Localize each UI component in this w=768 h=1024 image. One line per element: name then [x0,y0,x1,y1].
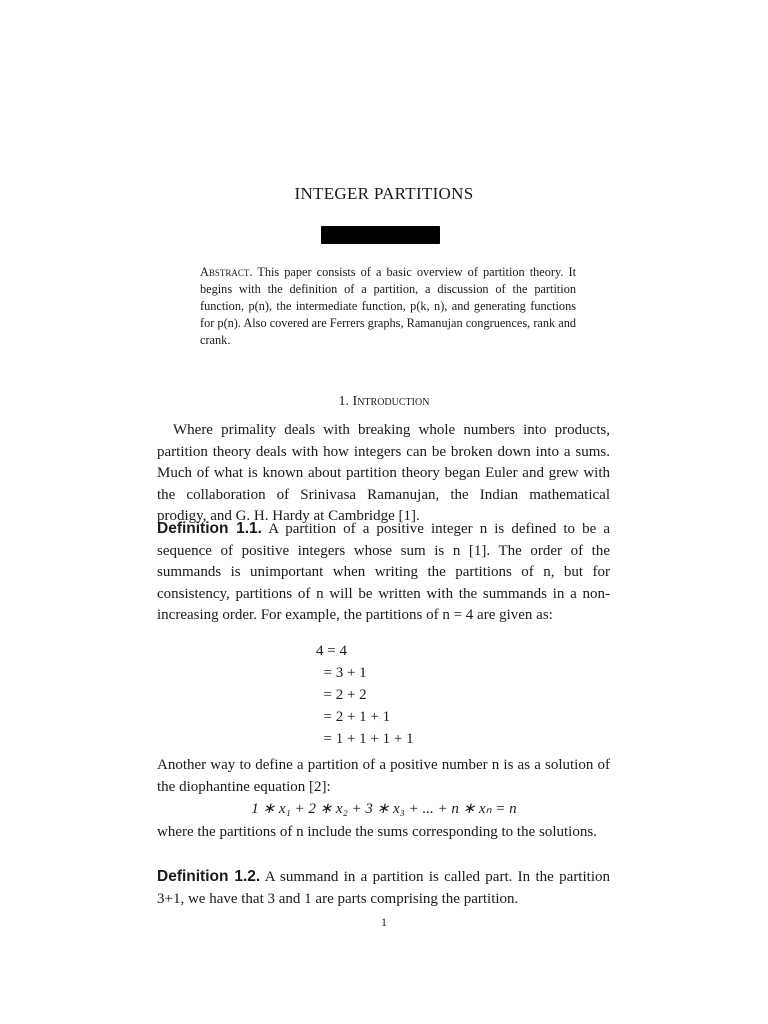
solutions-paragraph: where the partitions of n include the sums corresponding to the solutions. [157,824,597,840]
page-number: 1 [381,915,387,929]
definition-1-1 [157,518,610,627]
definition-1-1-text: A partition of a positive integer n is defined to be a sequence of positive integers whose sum is n [1]. The order of the summands is unimportant when writing the partitions of n, but for consistency, partitions of n will be written with the summands in a non-increasing order. For example, the partitions of n = 4 are given as: [157,521,610,623]
section-number: 1. [338,394,350,409]
abstract-text: This paper consists of a basic overview of partition theory. It begins with the definition of a partition, a discussion of the partition function, p(n), the intermediate function, p(k, n), and generating functions for p(n). Also covered are Ferrers graphs, Ramanujan congruences, rank and crank. [200,265,576,347]
diophantine-equation: 1 ∗ x₁ + 2 ∗ x₂ + 3 ∗ x₃ + ... + n ∗ xₙ = n [251,801,517,817]
definition-1-2 [157,866,610,910]
definition-1-1-head: Definition 1.1. [157,520,262,537]
section-heading [0,394,768,410]
abstract [200,264,576,349]
definition-1-2-head: Definition 1.2. [157,868,261,885]
equation-line: 4 = 4 [316,643,347,659]
equation-line: = 1 + 1 + 1 + 1 [316,731,414,747]
intro-paragraph: Where primality deals with breaking whole numbers into products, partition theory deals with how integers can be broken down into a sums. Much of what is known about partition theory began Euler and grew with the collaboration of Srinivasa Ramanujan, the Indian mathematical prodigy, and G. H. Hardy at Cambridge [1]. [157,422,610,524]
definition-1-2-text: A summand in a partition is called part. In the partition 3+1, we have that 3 and 1 are parts comprising the partition. [157,869,610,907]
paper-title: INTEGER PARTITIONS [294,184,474,203]
abstract-label: Abstract. [200,265,253,279]
partitions-of-4-equations [316,640,414,750]
equation-line: = 2 + 1 + 1 [316,709,391,725]
equation-line: = 2 + 2 [316,687,367,703]
equation-line: = 3 + 1 [316,665,367,681]
redacted-author-block [321,226,440,244]
section-title: Introduction [352,394,430,409]
diophantine-paragraph: Another way to define a partition of a positive number n is as a solution of the diophantine equation [2]: [157,757,610,795]
